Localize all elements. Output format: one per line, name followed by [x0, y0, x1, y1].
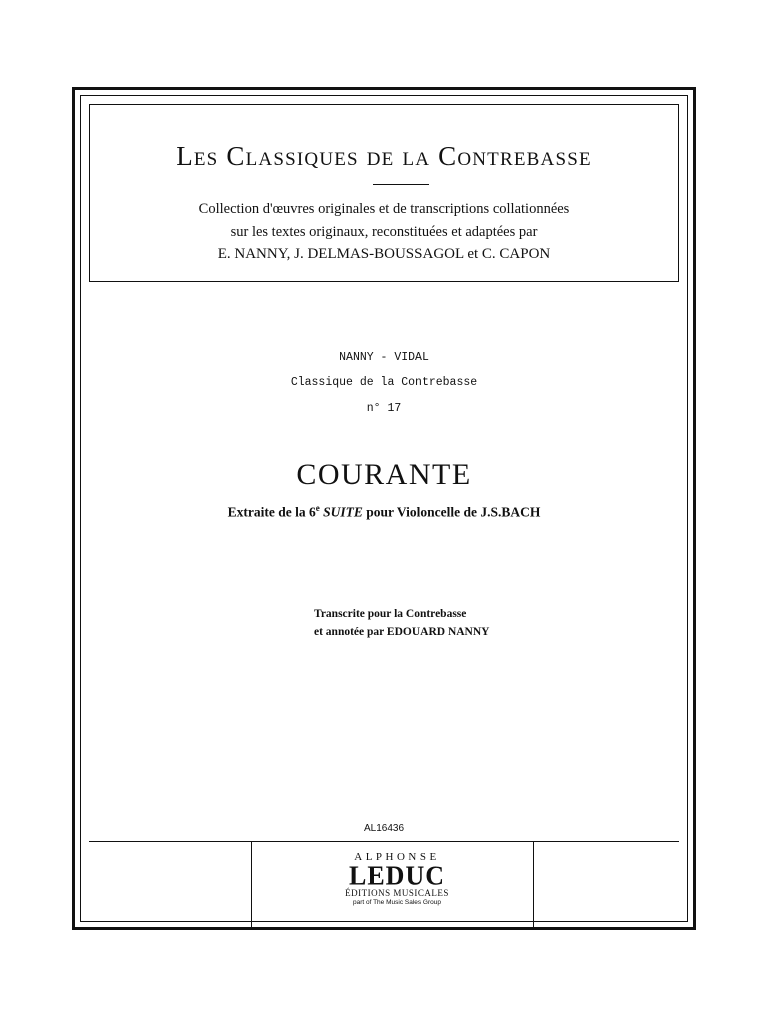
editors-line: E. NANNY, J. DELMAS-BOUSSAGOL et C. CAPON [217, 246, 551, 262]
transcribed-line-2: et annotée par EDOUARD NANNY [314, 626, 490, 638]
work-title: COURANTE [296, 458, 472, 491]
subtitle-pre: Extraite de la 6 [227, 504, 316, 520]
collection-line-1: Collection d'œuvres originales et de transcriptions collationnées [198, 201, 570, 217]
collection-line-2: sur les textes originaux, reconstituées et adaptées par [230, 224, 538, 240]
publisher-logo-name: LEDUC [348, 860, 445, 891]
series-title: Les Classiques de la Contrebasse [176, 141, 592, 171]
header-rule [373, 184, 429, 185]
work-subtitle [81, 503, 687, 521]
subtitle-sup: e [315, 503, 320, 513]
work-number: n° 17 [366, 402, 402, 415]
publisher-logo-sub: ÉDITIONS MUSICALES [345, 888, 449, 898]
work-series: Classique de la Contrebasse [290, 376, 478, 389]
transcribed-line-1: Transcrite pour la Contrebasse [314, 608, 467, 620]
publisher-divider-left [251, 841, 252, 927]
catalog-number: AL16436 [363, 823, 405, 834]
header-panel [89, 104, 679, 282]
work-authors: NANNY - VIDAL [339, 351, 429, 364]
subtitle-suite: SUITE [323, 504, 363, 520]
cover-inner-frame [80, 95, 688, 922]
publisher-logo-group: part of The Music Sales Group [352, 899, 442, 906]
publisher-logo [259, 851, 535, 907]
publisher-logo-top: ALPHONSE [354, 851, 440, 863]
cover-outer-frame [72, 87, 696, 930]
subtitle-post: pour Violoncelle de J.S.BACH [366, 504, 541, 520]
